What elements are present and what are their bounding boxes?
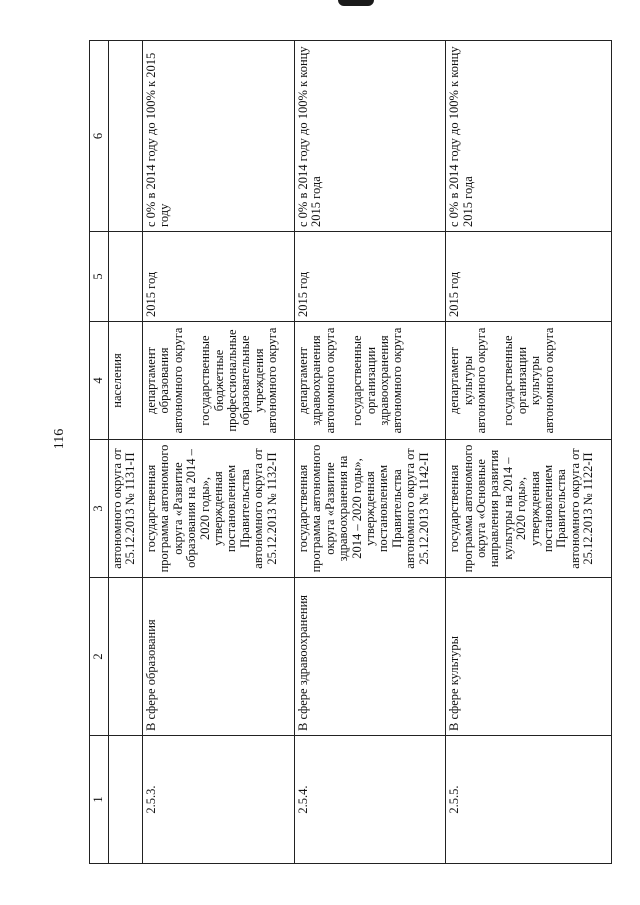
col-header: 5 (90, 232, 109, 322)
executor-secondary: государственные организации культуры автономного округа (501, 327, 556, 434)
executor-cell (143, 322, 295, 440)
table-row (446, 41, 612, 864)
top-edge-mark (338, 0, 374, 6)
measures-table (89, 40, 612, 864)
term-cell: 2015 год (446, 232, 612, 322)
sphere-cell: В сфере культуры (446, 578, 612, 736)
term-cell: 2015 год (143, 232, 295, 322)
indicator-cell: с 0% в 2014 году до 100% к концу 2015 года (446, 41, 612, 232)
indicator-cell: с 0% в 2014 году до 100% к 2015 году (143, 41, 295, 232)
col-header: 6 (90, 41, 109, 232)
executor-primary: департамент образования автономного округа (144, 327, 185, 434)
executor-primary: департамент культуры автономного округа (447, 327, 488, 434)
executor-primary: департамент здравоохранения автономного округа (295, 327, 337, 434)
program-cell: государственная программа автономного округа «Развитие образования на 2014 – 2020 годы», утвержденная постановлением Правительства автономного округа от 25.12.2013 № 1132-П (143, 440, 295, 578)
row-number: 2.5.4. (294, 736, 445, 864)
table-row (294, 41, 445, 864)
executor-cell (294, 322, 445, 440)
page-number: 116 (52, 428, 67, 450)
term-cell: 2015 год (294, 232, 445, 322)
row-number: 2.5.3. (143, 736, 295, 864)
program-cell: государственная программа автономного округа «Развитие здравоохранения на 2014 – 2020 годы», утвержденная постановлением Правительства автономного округа от 25.12.2013 № 1142-П (294, 440, 445, 578)
col-header: 3 (90, 440, 109, 578)
program-tail-cell: автономного округа от 25.12.2013 № 1131-П (109, 440, 143, 578)
table-row (143, 41, 295, 864)
indicator-cell: с 0% в 2014 году до 100% к концу 2015 года (294, 41, 445, 232)
executor-cell (446, 322, 612, 440)
sphere-cell: В сфере образования (143, 578, 295, 736)
program-cell: государственная программа автономного округа «Основные направления развития культуры на 2014 – 2020 годы», утвержденная постановлением Правительства автономного округа от 25.12.2013 № 1122-П (446, 440, 612, 578)
sphere-cell: В сфере здравоохранения (294, 578, 445, 736)
continuation-row (109, 41, 143, 864)
executor-secondary: государственные организации здравоохранения автономного округа (350, 327, 405, 434)
col-header: 1 (90, 736, 109, 864)
executor-secondary: государственные бюджетные профессиональные образовательные учреждения автономного округа (198, 327, 280, 434)
header-row (90, 41, 109, 864)
col-header: 4 (90, 322, 109, 440)
rotated-table-wrapper (89, 41, 612, 864)
col-header: 2 (90, 578, 109, 736)
row-number: 2.5.5. (446, 736, 612, 864)
executor-tail-cell: населения (109, 322, 143, 440)
